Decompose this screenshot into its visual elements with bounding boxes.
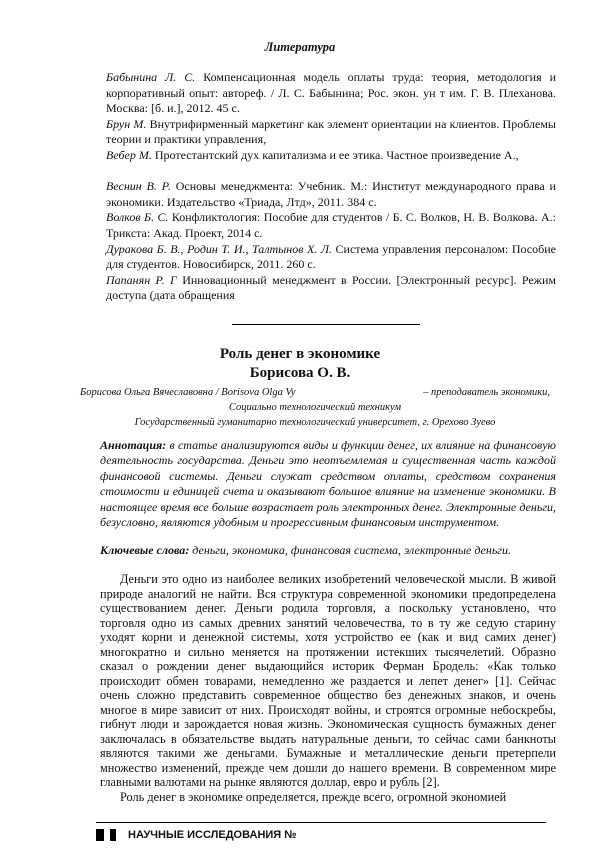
reference-text: Основы менеджмента: Учебник. М.: Институт международного права и экономики. Издательство «Триада, Лтд», 2011. 384 с. <box>106 179 556 209</box>
author-position: – преподаватель экономики, <box>423 387 550 398</box>
article-title-block <box>0 345 600 383</box>
reference-text: Протестантский дух капитализма и ее этика. Частное произведение А., <box>151 147 519 162</box>
affiliation-university: Государственный гуманитарно технологический университет, г. Орехово Зуево <box>134 417 496 428</box>
reference-author: Дуракова Б. В., Родин Т. И., Талтынов Х. Л. <box>106 241 332 256</box>
reference-text: Инновационный менеджмент в России. [Электронный ресурс]. Режим доступа (дата обращения <box>106 272 556 303</box>
reference-text: Система управления персоналом: Пособие для студентов. Новосибирск, 2011. 260 с. <box>106 241 556 272</box>
body-paragraph: Роль денег в экономике определяется, прежде всего, огромной экономией <box>120 789 507 804</box>
affiliation-line-1 <box>80 385 550 400</box>
reference-author: Волков Б. С. <box>106 210 169 225</box>
reference-item <box>106 117 556 148</box>
reference-item <box>106 179 556 210</box>
reference-item <box>106 273 556 304</box>
author-affiliation <box>80 385 550 430</box>
reference-author: Брун М. <box>106 116 147 131</box>
reference-item <box>106 70 556 117</box>
annotation-text: в статье анализируются виды и функции денег, их влияние на финансовую деятельность государства. Деньги это неотъемлемая и существенная часть каждой финансовой системы. Деньги служат средством оплаты, средством сохранения стоимости и единицей счета и оказывают большое влияние на изменение экономики. В настоящее время все больше возрастает роль электронных денег. Электронные деньги, безусловно, являются удобным и прогрессивным финансовым инструментом. <box>100 438 556 530</box>
article-title: Роль денег в экономике <box>219 346 381 362</box>
keywords-label: Ключевые слова: <box>100 543 190 557</box>
article-author: Борисова О. В. <box>249 365 351 381</box>
reference-item <box>106 242 556 273</box>
reference-item <box>106 210 556 241</box>
section-divider <box>232 324 420 325</box>
body-paragraph: Деньги это одно из наиболее великих изобретений человеческой мысли. В живой природе аналогий не найти. Вся структура современной экономики предопределена существованием денег. Деньги родила торговля, а поскольку установлено, что торговля одно из самых древних занятий человечества, то в ту же седую старину уходят корни и денежной системы, хотя устройство ее (как и вид самих денег) многократно и сильно меняется на протяжении истекших тысячелетий. Образно сказал о рождении денег выдающийся историк Ферман Бродель: «Как только происходит обмен товарами, немедленно же раздается и лепет денег» [1]. Сейчас очень сложно представить современное общество без денежных знаков, и очень многое в мире зависит от них. Происходят войны, и строятся огромные небоскребы, гибнут люди и зарождается новая жизнь. Экономическая сущность бумажных денег заключалась в обязательстве выдать натуральные деньги, то сейчас сами банкноты являются такими же деньгами. Бумажные и металлические деньги претерпели множество изменений, прежде чем дошли до нашего времени. В современном мире главными валютами на рынке являются доллар, евро и рубль [2]. <box>100 572 556 789</box>
references-heading: Литература <box>264 40 336 54</box>
reference-author: Веснин В. Р. <box>106 179 171 194</box>
affiliation-institution: Социально технологический техникум <box>228 402 402 413</box>
keywords-text: деньги, экономика, финансовая система, электронные деньги. <box>189 543 511 557</box>
reference-text: Конфликтология: Пособие для студентов / Б. С. Волков, Н. В. Волкова. А.: Трикста: Акад. Проект, 2014 с. <box>106 210 556 240</box>
reference-author: Вебер М. <box>106 147 152 162</box>
keywords <box>100 543 556 558</box>
journal-name: НАУЧНЫЕ ИССЛЕДОВАНИЯ № <box>128 829 297 841</box>
reference-text: Внутрифирменный маркетинг как элемент ориентации на клиентов. Проблемы теории и практики управления, <box>106 116 556 147</box>
reference-author: Бабынина Л. С. <box>106 70 196 84</box>
article-body <box>100 572 556 804</box>
footer-square-icon <box>110 829 116 841</box>
author-full-name: Борисова Ольга Вячеславовна / Borisova Olga Vy <box>80 387 296 398</box>
footer-square-icon <box>96 829 104 841</box>
reference-item <box>106 148 556 164</box>
references-list <box>106 70 556 304</box>
page-footer <box>96 822 546 841</box>
annotation <box>100 438 556 530</box>
reference-author: Папанян Р. Г <box>106 272 177 287</box>
reference-text: Компенсационная модель оплаты труда: теория, методология и корпоративный опыт: автореф. / Л. С. Бабынина; Рос. экон. ун т им. Г. В. Плеханова. Москва: [б. и.], 2012. 45 с. <box>106 70 556 116</box>
annotation-label: Аннотация: <box>100 438 167 452</box>
